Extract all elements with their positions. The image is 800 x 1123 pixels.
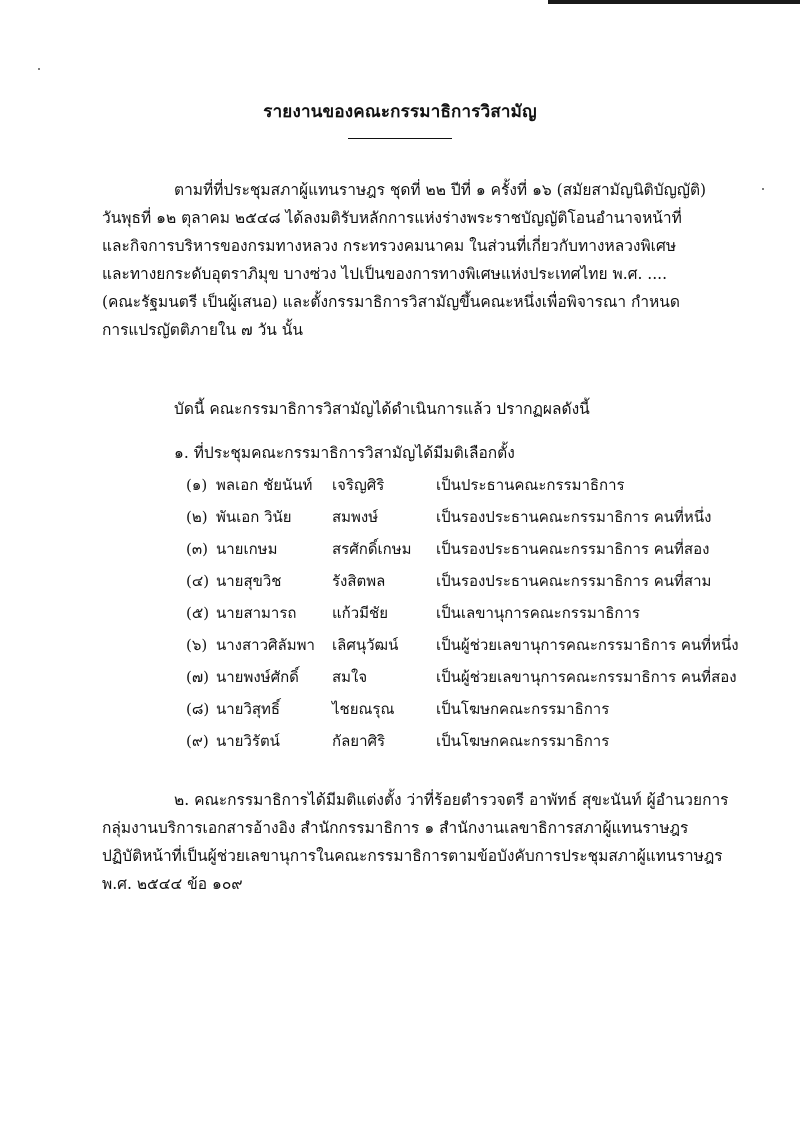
member-surname: แก้วมีชัย [332,604,389,622]
member-role: เป็นโฆษกคณะกรรมาธิการ [436,732,610,750]
member-row [186,633,766,665]
member-index: (๘) [186,700,210,718]
document-title: รายงานของคณะกรรมาธิการวิสามัญ [263,102,537,122]
intro-line: ตามที่ที่ประชุมสภาผู้แทนราษฎร ชุดที่ ๒๒ ปีที่ ๑ ครั้งที่ ๑๖ (สมัยสามัญนิติบัญญัติ) [174,181,707,199]
section-2-line: พ.ศ. ๒๕๔๔ ข้อ ๑๐๙ [102,875,243,893]
intro-line: (คณะรัฐมนตรี เป็นผู้เสนอ) และตั้งกรรมาธิการวิสามัญขึ้นคณะหนึ่งเพื่อพิจารณา กำหนด [102,293,680,311]
member-role: เป็นผู้ช่วยเลขานุการคณะกรรมาธิการ คนที่สอง [436,668,737,686]
member-role: เป็นรองประธานคณะกรรมาธิการ คนที่สอง [436,540,710,558]
scan-speck [38,68,40,70]
member-row [186,601,766,633]
member-role: เป็นรองประธานคณะกรรมาธิการ คนที่สาม [436,572,712,590]
member-name: นางสาวศิลัมพา [216,636,315,654]
scan-edge-line [548,0,800,4]
member-index: (๔) [186,572,210,590]
member-name: พลเอก ชัยนันท์ [216,476,313,494]
member-index: (๓) [186,540,208,558]
member-index: (๑) [186,476,208,494]
member-name: นายวิสุทธิ์ [216,700,281,718]
member-index: (๙) [186,732,209,750]
member-index: (๒) [186,508,208,526]
member-row [186,537,766,569]
member-role: เป็นประธานคณะกรรมาธิการ [436,476,625,494]
member-row [186,665,766,697]
member-surname: สมใจ [332,668,368,686]
intro-line: วันพุธที่ ๑๒ ตุลาคม ๒๕๔๘ ได้ลงมติรับหลักการแห่งร่างพระราชบัญญัติโอนอำนาจหน้าที่ [102,209,682,227]
member-surname: เจริญศิริ [332,476,385,494]
member-surname: ไชยณรุณ [332,700,395,718]
member-surname: เลิศนุวัฒน์ [332,636,399,654]
member-surname: สมพงษ์ [332,508,379,526]
member-surname: รังสิตพล [332,572,386,590]
member-name: นายสามารถ [216,604,297,622]
member-name: นายวิรัตน์ [216,732,280,750]
member-surname: กัลยาศิริ [332,732,386,750]
intro-line: และกิจการบริหารของกรมทางหลวง กระทรวงคมนาคม ในส่วนที่เกี่ยวกับทางหลวงพิเศษ [102,237,677,255]
member-role: เป็นผู้ช่วยเลขานุการคณะกรรมาธิการ คนที่หนึ่ง [436,636,739,654]
member-role: เป็นเลขานุการคณะกรรมาธิการ [436,604,640,622]
member-role: เป็นรองประธานคณะกรรมาธิการ คนที่หนึ่ง [436,508,712,526]
scan-speck [762,188,764,190]
intro-line: และทางยกระดับอุตราภิมุข บางซ่วง ไปเป็นของการทางพิเศษแห่งประเทศไทย พ.ศ. .... [102,265,668,283]
section-1-heading: ๑. ที่ประชุมคณะกรรมาธิการวิสามัญได้มีมติเลือกตั้ง [174,444,515,462]
member-name: นายเกษม [216,540,278,558]
member-list [186,473,766,761]
intro-line: การแปรญัตติภายใน ๗ วัน นั้น [102,321,304,339]
status-line: บัดนี้ คณะกรรมาธิการวิสามัญได้ดำเนินการแล้ว ปรากฏผลดังนี้ [174,400,590,418]
intro-paragraph [102,176,742,344]
member-row [186,473,766,505]
member-row [186,729,766,761]
member-index: (๖) [186,636,208,654]
member-name: นายสุขวิช [216,572,282,590]
member-index: (๗) [186,668,209,686]
member-index: (๕) [186,604,210,622]
section-2-line: ๒. คณะกรรมาธิการได้มีมติแต่งตั้ง ว่าที่ร้อยตำรวจตรี อาพัทธ์ สุขะนันท์ ผู้อำนวยการ [174,791,729,809]
member-role: เป็นโฆษกคณะกรรมาธิการ [436,700,610,718]
member-row [186,505,766,537]
section-2-line: กลุ่มงานบริการเอกสารอ้างอิง สำนักกรรมาธิการ ๑ สำนักงานเลขาธิการสภาผู้แทนราษฎร [102,819,689,837]
title-underline [348,138,452,139]
member-row [186,697,766,729]
member-surname: สรศักดิ์เกษม [332,540,412,558]
member-row [186,569,766,601]
member-name: พันเอก วินัย [216,508,292,526]
section-2-line: ปฏิบัติหน้าที่เป็นผู้ช่วยเลขานุการในคณะกรรมาธิการตามข้อบังคับการประชุมสภาผู้แทนราษฎร [102,847,723,865]
section-2-paragraph [102,786,742,898]
member-name: นายพงษ์ศักดิ์ [216,668,299,686]
